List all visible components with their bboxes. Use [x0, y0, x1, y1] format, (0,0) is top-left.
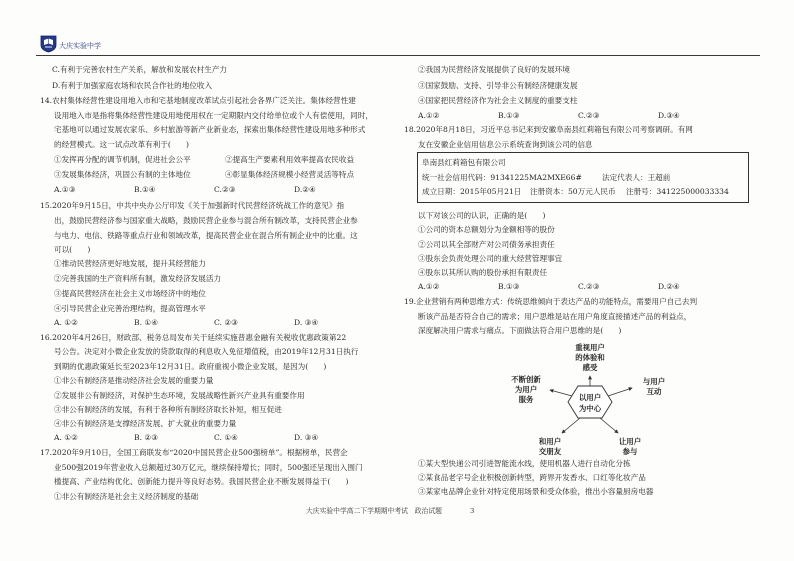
q18-question: 以下对该公司的认识，正确的是( ): [418, 211, 546, 220]
node-bottom-left-label: 和用户: [538, 437, 562, 446]
q16-choice-b: B. ②③: [134, 433, 159, 442]
q15-stem-line: 与电力、电信、铁路等重点行业和领域改革，提高民营企业在混合所有制企业中的比重。这: [54, 231, 358, 240]
q16-statement-1: ①非公有制经济是推动经济社会发展的重要力量: [54, 376, 214, 385]
q19-statement-3: ③某家电品牌企业针对特定使用场景和受众体验，推出小容量厨房电器: [418, 487, 654, 496]
q17-choice-d: D.③④: [658, 111, 680, 120]
node-right-label: 与用户: [642, 377, 666, 386]
arrow-to-right: [608, 388, 632, 396]
q16-stem-line: 号公告。决定对小微企业发放的贷款取得的利息收入免征增值税，由2019年12月31日执行: [54, 347, 359, 356]
company-name: 阜南县红莉箱包有限公司: [422, 158, 506, 167]
node-bottom-right-label: 让用户: [618, 437, 642, 446]
q16-statement-4: ④非公有制经济是支撑经济发展、扩大就业的重要力量: [54, 419, 237, 428]
q18-statement-3: ③股东会负责处理公司的重大经营管理事宜: [418, 254, 563, 263]
q19-stem-line: 19.企业营销有两种思维方式：传统思维倾向于表达产品的功能特点，需要用户自己去判: [404, 297, 698, 306]
q17-stem-line: 槛提高、产业结构优化、创新能力提升等良好态势。我国民营企业不断发展得益于( ): [54, 477, 349, 486]
node-bottom-left-label: 交朋友: [538, 447, 562, 456]
arrow-to-bottom-left: [562, 418, 580, 433]
q14-choice-b: B.①④: [134, 185, 156, 194]
q17-stem-line: 业500强2019年营业收入总额超过30万亿元，继续保持增长；同时，500强还呈现出入围门: [54, 463, 363, 472]
q14-stem-line: 宅基地可以通过发展农家乐、乡村旅游等新产业新业态，探索出集体经营性建设用地多种形式: [54, 125, 366, 134]
q14-statement-3: ③发展集体经济，巩固公有制的主体地位: [54, 170, 191, 179]
footer-title: 大庆实验中学高二下学期期中考试 政治试题: [306, 507, 442, 515]
page-number: 3: [470, 507, 475, 515]
company-capital: 注册资本：50万元人民币: [530, 187, 616, 196]
q18-choice-a: A.①②: [418, 282, 440, 291]
center-hexagon: [568, 386, 612, 418]
q15-choice-b: B. ①④: [134, 318, 159, 327]
q19-stem-line: 深度解决用户需求与痛点。下面做法符合用户思维的是( ): [418, 326, 622, 335]
company-credit-code: 统一社会信用代码：91341225MA2MXE66#: [422, 173, 582, 182]
company-legal-rep: 法定代表人：王超前: [602, 173, 671, 182]
q19-statement-1: ①某大型快递公司引进智能流水线，使用机器人进行自动化分拣: [418, 459, 631, 468]
q14-statement-4: ④彰显集体经济规模小经营灵活等特点: [225, 170, 355, 179]
q18-statement-1: ①公司的资本总额划分为金额相等的股份: [418, 225, 555, 234]
company-reg-no: 注册号：341225000033334: [626, 187, 729, 196]
q13-option-d: D.有利于加强家庭农场和农民合作社的地位收入: [52, 81, 213, 90]
q18-choice-c: C.②③: [578, 282, 600, 291]
q15-statement-2: ②完善我国的生产资料所有制，激发经济发展活力: [54, 274, 222, 283]
q16-statement-3: ③非公有制经济的发展，有利于各种所有制经济取长补短，相互促进: [54, 405, 282, 414]
q16-stem-line: 到期的优惠政策延长至2023年12月31日。政府重视小微企业发展，是因为( ): [54, 362, 327, 371]
q14-statement-1: ①发挥再分配的调节机制，促进社会公平: [54, 155, 191, 164]
q16-stem-line: 16.2020年4月26日，财政部、税务总局发布关于延续实施普惠金融有关税收优惠政策第22: [40, 333, 347, 342]
node-left-label: 不断创新: [511, 375, 541, 384]
company-founded: 成立日期：2015年05月21日: [422, 187, 522, 196]
q15-stem-line: 出，鼓励民营经济参与国家重大战略，鼓励民营企业参与混合所有制改革，支持民营企业参: [54, 216, 358, 225]
q17-statement-4: ④国家把民营经济作为社会主义制度的重要支柱: [418, 96, 578, 105]
node-top-label: 重视用户: [575, 343, 605, 352]
node-right-label: 互动: [646, 387, 662, 396]
q15-stem-line: 可以( ): [54, 245, 91, 254]
q18-stem-line: 友在安徽企业信用信息公示系统查询到该公司的信息: [418, 140, 593, 149]
q13-option-c: C.有利于完善农村生产关系，解放和发展农村生产力: [52, 65, 228, 74]
q17-choice-b: B.①③: [498, 111, 520, 120]
q14-statement-2: ②提高生产要素利用效率提高农民收益: [225, 155, 355, 164]
q15-statement-3: ③提高民营经济在社会主义市场经济中的地位: [54, 289, 206, 298]
q18-statement-4: ④股东以其所认购的股份承担有限责任: [418, 268, 548, 277]
q16-statement-2: ②发展非公有制经济，对保护生态环境，发展战略性新兴产业具有重要作用: [54, 391, 305, 400]
q14-stem-line: 14.农村集体经营性建设用地入市和宅基地制度改革试点引起社会各界广泛关注。集体经营性建: [40, 96, 356, 105]
user-centered-diagram: [490, 338, 690, 460]
q16-choice-c: C. ①④: [214, 433, 238, 442]
q17-stem-line: 17.2020年9月10日，全国工商联发布“2020中国民营企业500强榜单”。根据榜单，民营企: [40, 448, 348, 457]
q19-stem-line: 断该产品是否符合自己的需求；用户思维是站在用户角度直接描述产品的利益点，: [418, 312, 692, 321]
q18-statement-2: ②公司以其全部财产对公司债务承担责任: [418, 240, 555, 249]
node-top-label: 感受: [582, 363, 598, 372]
q17-choice-a: A.①②: [418, 111, 440, 120]
q14-choice-a: A.①③: [54, 185, 76, 194]
q15-choice-d: D. ③④: [294, 318, 319, 327]
center-label: 为中心: [578, 404, 602, 413]
node-left-label: 为用户: [514, 385, 538, 394]
q14-stem-line: 的经营模式。这一试点改革有利于( ): [54, 140, 190, 149]
q18-stem-line: 18.2020年8月18日，习近平总书记来到安徽阜南县红莉箱包有限公司考察调研。有网: [404, 125, 693, 134]
q17-choice-c: C.②③: [578, 111, 600, 120]
arrow-to-bottom-right: [600, 418, 618, 433]
school-logo: [40, 35, 57, 53]
q17-statement-1: ①非公有制经济是社会主义经济制度的基础: [54, 492, 199, 501]
q15-choice-a: A. ①②: [54, 318, 78, 327]
q16-choice-d: D. ③④: [294, 433, 319, 442]
q18-choice-b: B.①③: [498, 282, 520, 291]
q19-statement-2: ②某食品老字号企业积极创新转型，跨界开发香水、口红等化妆产品: [418, 473, 646, 482]
q17-statement-2: ②我国为民营经济发展提供了良好的发展环境: [418, 65, 570, 74]
q14-stem-line: 设用地入市是指将集体经营性建设用地使用权在一定期限内交付给单位或个人有偿使用，同时，: [54, 111, 373, 120]
center-label: 以用户: [578, 393, 602, 402]
q18-choice-d: D.②④: [658, 282, 680, 291]
q15-stem-line: 15.2020年9月15日，中共中央办公厅印发《关于加强新时代民营经济统战工作的意见》指: [40, 201, 345, 210]
q17-statement-3: ③国家鼓励、支持、引导非公有制经济健康发展: [418, 81, 578, 90]
node-left-label: 服务: [518, 395, 534, 404]
node-bottom-right-label: 参与: [622, 447, 638, 456]
q15-statement-1: ①推动民营经济更好地发展，提升其经营能力: [54, 259, 206, 268]
q15-choice-c: C. ②③: [214, 318, 238, 327]
q14-choice-c: C.②③: [214, 185, 236, 194]
q16-choice-a: A. ①②: [54, 433, 78, 442]
arrow-to-left: [550, 390, 572, 396]
school-name: 大庆实验中学: [59, 42, 101, 50]
header-rule: [36, 55, 760, 56]
node-top-label: 的体验和: [575, 353, 605, 362]
q15-statement-4: ④引导民营企业完善治理结构，提高管理水平: [54, 304, 206, 313]
q14-choice-d: D.②④: [294, 185, 316, 194]
